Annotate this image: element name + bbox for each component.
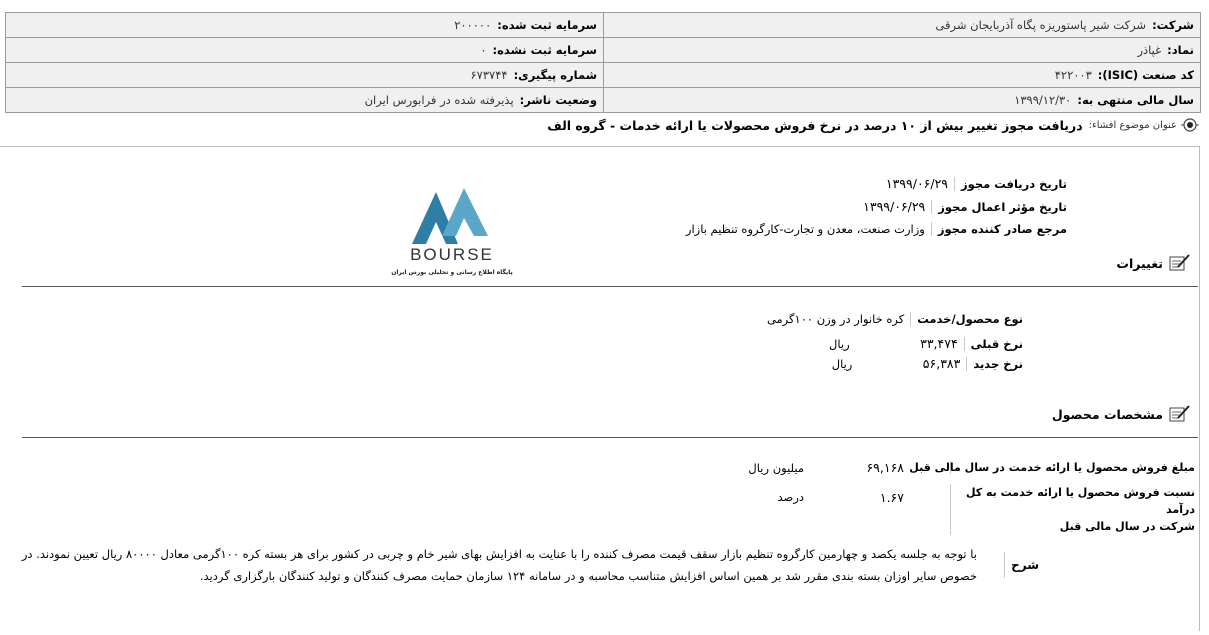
company-info-table	[5, 12, 1201, 113]
fiscal-year-label: سال مالی منتهی به:	[1077, 93, 1194, 107]
target-bullet-icon	[1181, 116, 1199, 134]
publisher-status-cell	[6, 88, 603, 112]
changes-divider	[22, 286, 1198, 287]
company-value: شرکت شیر پاستوریزه پگاه آذربایجان شرقی	[935, 18, 1147, 32]
sales-value: ۶۹,۱۶۸	[866, 460, 904, 475]
company-cell	[603, 13, 1200, 37]
registered-capital-value: ۲۰۰۰۰۰	[454, 18, 492, 32]
issuer-row	[686, 222, 1067, 236]
fiscal-year-row	[6, 88, 1200, 112]
bourse-logo	[386, 174, 518, 280]
edit-note-icon	[1169, 405, 1191, 423]
registered-capital-label: سرمایه ثبت شده:	[497, 18, 597, 32]
issuer-value: وزارت صنعت، معدن و تجارت-کارگروه تنظیم بازار	[685, 222, 925, 236]
new-rate-row	[832, 356, 1023, 371]
tracking-cell	[6, 63, 603, 87]
company-row	[6, 13, 1200, 38]
new-rate-value: ۵۶,۳۸۳	[922, 356, 961, 371]
tracking-value: ۶۷۳۷۴۴	[470, 68, 508, 82]
old-rate-label: نرخ قبلی	[964, 337, 1023, 351]
ratio-label-line1: نسبت فروش محصول یا ارائه خدمت به کل درآمد	[965, 486, 1195, 516]
publisher-status-value: پذیرفته شده در فرابورس ایران	[364, 93, 514, 107]
subject-title: دریافت مجوز تغییر بیش از ۱۰ درصد در نرخ فروش محصولات یا ارائه خدمات - گروه الف	[547, 117, 1083, 133]
product-spec-section-heading	[1052, 405, 1191, 423]
new-rate-label: نرخ جدید	[966, 357, 1023, 371]
product-value: کره خانوار در وزن ۱۰۰گرمی	[766, 312, 905, 326]
symbol-value: غپاذر	[1137, 43, 1162, 57]
symbol-cell	[603, 38, 1200, 62]
sales-unit: میلیون ریال	[748, 460, 804, 475]
product-spec-title: مشخصات محصول	[1051, 406, 1163, 422]
ratio-unit: درصد	[777, 490, 804, 504]
received-date-value: ۱۳۹۹/۰۶/۲۹	[885, 176, 949, 191]
isic-cell	[603, 63, 1200, 87]
unregistered-capital-cell	[6, 38, 603, 62]
description-line1: با توجه به جلسه یکصد و چهارمین کارگروه تنظیم بازار سقف قیمت مصرف کننده را با عنایت به افزایش بهای شیر خام و چربی در کشور برای هر بسته کره ۱۰۰گرمی معادل ۸۰۰۰۰ ریال تعیین نمودند. در	[21, 547, 977, 561]
ratio-label	[950, 484, 1195, 535]
changes-title: تغییرات	[1116, 255, 1163, 271]
effective-date-value: ۱۳۹۹/۰۶/۲۹	[863, 199, 926, 214]
unregistered-capital-label: سرمایه ثبت نشده:	[492, 43, 597, 57]
description-line2: خصوص سایر اوزان بسته بندی مقرر شد بر همین اساس افزایش متناسب محاسبه و در سامانه ۱۲۴ سازمان حمایت مصرف کنندگان و تولید کنندگان بارگزاری گردید.	[199, 569, 977, 583]
fiscal-year-value: ۱۳۹۹/۱۲/۳۰	[1014, 93, 1072, 107]
disclosure-subject	[547, 116, 1199, 134]
new-rate-unit: ریال	[831, 356, 853, 371]
ratio-label-line2: شرکت در سال مالی قبل	[1059, 520, 1195, 533]
unregistered-capital-value: ۰	[480, 43, 487, 57]
isic-row	[6, 63, 1200, 88]
ratio-row	[778, 484, 1195, 535]
tracking-label: شماره پیگیری:	[513, 68, 597, 82]
old-rate-unit: ریال	[829, 336, 850, 351]
isic-value: ۴۲۲۰۰۳	[1054, 68, 1092, 82]
isic-label: کد صنعت (ISIC):	[1097, 68, 1194, 82]
effective-date-label: تاریخ مؤثر اعمال مجوز	[931, 200, 1067, 214]
logo-word: BOURSE	[410, 245, 494, 264]
issuer-label: مرجع صادر کننده مجوز	[931, 222, 1067, 236]
description-label: شرح	[1004, 552, 1039, 578]
ratio-value: ۱.۶۷	[879, 490, 904, 505]
sales-label: مبلغ فروش محصول یا ارائه خدمت در سال مالی قبل	[909, 461, 1195, 474]
symbol-row	[6, 38, 1200, 63]
changes-section-heading	[1116, 254, 1191, 272]
received-date-row	[886, 176, 1067, 191]
symbol-label: نماد:	[1167, 43, 1194, 57]
fiscal-year-cell	[603, 88, 1200, 112]
subject-label: عنوان موضوع افشاء:	[1088, 119, 1177, 131]
received-date-label: تاریخ دریافت مجوز	[954, 177, 1067, 191]
product-spec-divider	[22, 437, 1198, 438]
effective-date-row	[863, 199, 1067, 214]
publisher-status-label: وضعیت ناشر:	[519, 93, 597, 107]
registered-capital-cell	[6, 13, 603, 37]
edit-note-icon	[1169, 254, 1191, 272]
product-label: نوع محصول/خدمت	[910, 312, 1023, 326]
logo-tagline: پایگاه اطلاع رسانی و تحلیلی بورس ایران	[391, 269, 513, 276]
company-label: شرکت:	[1152, 18, 1194, 32]
product-row	[767, 312, 1023, 326]
old-rate-row	[829, 336, 1023, 351]
old-rate-value: ۳۳,۴۷۴	[920, 336, 958, 351]
sales-row	[748, 460, 1195, 475]
